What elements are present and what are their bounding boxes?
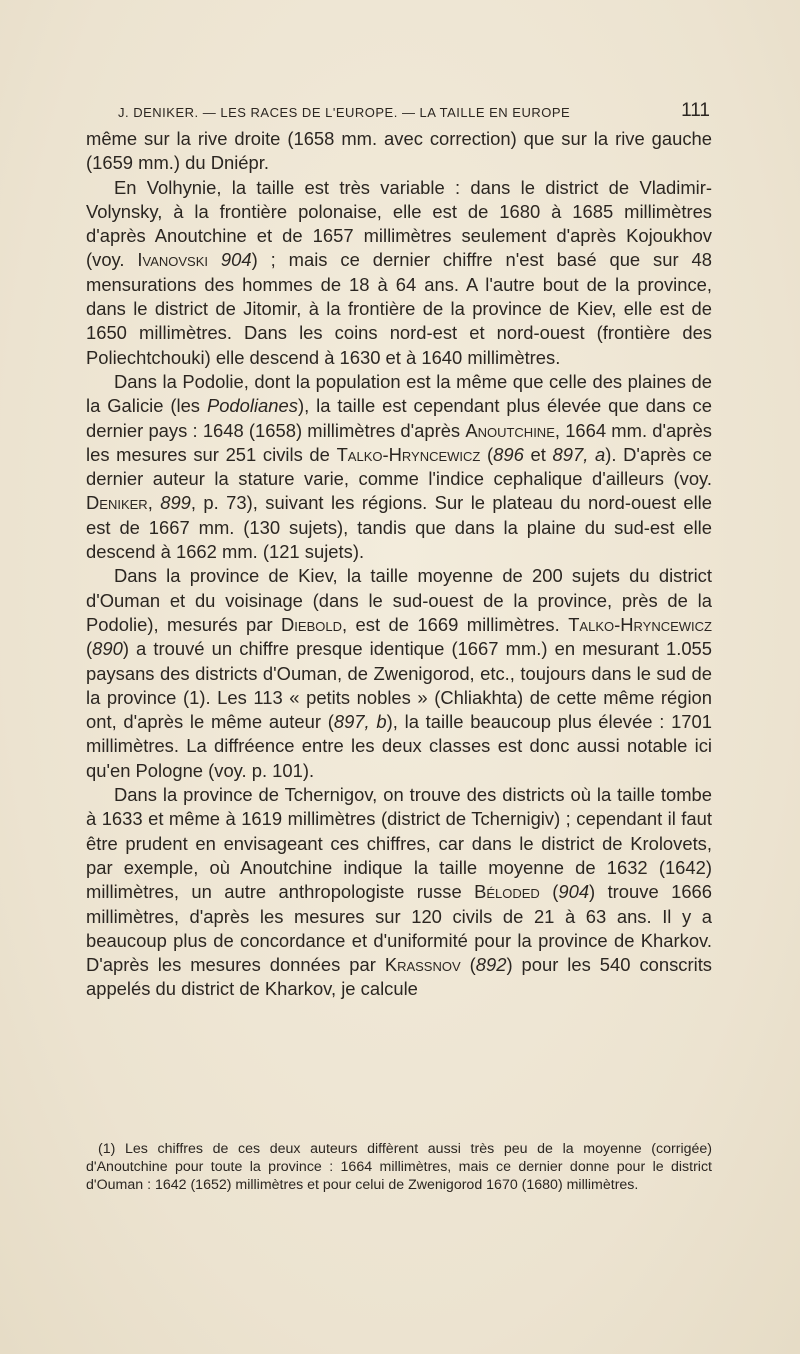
italic-reference: 892 — [475, 954, 507, 976]
text-run: Dans la province de Kiev, la taille moyenne de 200 sujets du district d'Ouman et du voisinage (dans le sud-ouest de la province, près de la Podolie), mesurés par — [86, 565, 712, 635]
text-run: , est de 1669 millimètres. — [341, 613, 569, 635]
text-run — [208, 249, 221, 270]
italic-reference: 897, a — [552, 443, 606, 465]
author-name: Talko-Hryncewicz — [568, 613, 712, 635]
paragraph — [86, 370, 712, 564]
text-run: Dans la province de Tchernigov, on trouve des districts où la taille tombe à 1633 et même à 1619 millimètres (district de Tchernigiv) ; cependant il faut être prudent en envisageant ces chiffres, car dans le district de Krolovets, par exemple, où Anoutchine indique la taille moyenne de 1632 (1642) millimètres, un autre anthropologiste russe — [86, 784, 712, 903]
text-run: ) trouve 1666 millimètres, d'après les mesures sur 120 civils de 21 à 63 ans. Il y a beaucoup plus de concordance et d'uniformité pour la province de Kharkov. D'après les mesures données par — [86, 881, 712, 976]
text-run: ) a trouvé un chiffre presque identique (1667 mm.) en mesurant 1.055 paysans des districts d'Ouman, de Zwenigorod, etc., toujours dans le sud de la province (1). Les 113 « petits nobles » (Chliakhta) de cette même région ont, d'après le même auteur ( — [86, 638, 712, 733]
paragraph — [86, 127, 712, 176]
text-run: , 1664 mm. d'après les mesures sur 251 civils de — [86, 419, 713, 465]
italic-reference: 904 — [220, 249, 252, 271]
text-run: ( — [460, 954, 476, 976]
author-name: Ivanovski — [137, 249, 209, 271]
text-run: ) pour les 540 conscrits appelés du district de Kharkov, je calcule — [86, 954, 712, 1000]
body-text — [86, 127, 712, 1002]
paragraph — [86, 783, 712, 1002]
paragraph — [86, 176, 712, 370]
text-run: ) ; mais ce dernier chiffre n'est basé que sur 48 mensurations des hommes de 18 à 64 ans. A l'autre bout de la province, dans le district de Jitomir, à la frontière de la province de Kiev, elle est de 1650 millimètres. Dans les coins nord-est et nord-ouest (frontière des Poliechtchouki) elle descend à 1630 et à 1640 millimètres. — [86, 249, 712, 368]
text-run: , — [147, 492, 161, 514]
text-run: ( — [480, 443, 494, 465]
text-run: Dans la Podolie, dont la population est la même que celle des plaines de la Galicie (les — [86, 370, 712, 417]
text-run: et — [523, 443, 553, 465]
italic-reference: 896 — [493, 443, 524, 465]
italic-reference: Podolianes — [206, 395, 298, 417]
text-run: ( — [86, 638, 93, 660]
text-run: ( — [539, 881, 559, 903]
page-number: 111 — [681, 100, 710, 121]
italic-reference: 897, b — [333, 711, 387, 733]
author-name: Béloded — [474, 881, 540, 903]
footnotes — [86, 1140, 712, 1194]
paragraph — [86, 564, 712, 783]
author-name: Deniker — [86, 492, 148, 514]
author-name: Krassnov — [384, 954, 461, 976]
italic-reference: 890 — [92, 638, 123, 660]
author-name: Talko-Hryncewicz — [336, 443, 481, 465]
text-run: ). D'après ce dernier auteur la stature varie, comme l'indice cephalique d'ailleurs (voy. — [86, 443, 713, 490]
author-name: Anoutchine — [465, 419, 555, 441]
italic-reference: 899 — [160, 492, 191, 514]
text-run: même sur la rive droite (1658 mm. avec correction) que sur la rive gauche (1659 mm.) du Dniépr. — [86, 128, 712, 174]
footnote-1: (1) Les chiffres de ces deux auteurs diffèrent aussi très peu de la moyenne (corrigée) d'Anoutchine pour toute la province : 1664 millimètres, mais ce dernier donne pour le district d'Ouman : 1642 (1652) millimètres et pour celui de Zwenigorod 1670 (1680) millimètres. — [86, 1141, 712, 1193]
italic-reference: 904 — [558, 881, 590, 903]
text-run: En Volhynie, la taille est très variable : dans le district de Vladimir-Volynsky, à la frontière polonaise, elle est de 1680 à 1685 millimètres d'après Anoutchine et de 1657 millimètres seulement d'après Kojoukhov (voy. — [86, 176, 712, 271]
running-header — [118, 100, 710, 124]
running-title: J. DENIKER. — LES RACES DE L'EUROPE. — LA TAILLE EN EUROPE — [118, 105, 571, 120]
text-run: ), la taille est cependant plus élevée que dans ce dernier pays : 1648 (1658) millimètres d'après — [86, 395, 712, 441]
text-run: ), la taille beaucoup plus élevée : 1701 millimètres. La diffréence entre les deux classes est donc aussi notable ici qu'en Pologne (voy. p. 101). — [86, 711, 712, 781]
author-name: Diebold — [281, 613, 342, 635]
text-run: , p. 73), suivant les régions. Sur le plateau du nord-ouest elle est de 1667 mm. (130 sujets), tandis que dans la plaine du sud-est elle descend à 1662 mm. (121 sujets). — [86, 492, 712, 563]
